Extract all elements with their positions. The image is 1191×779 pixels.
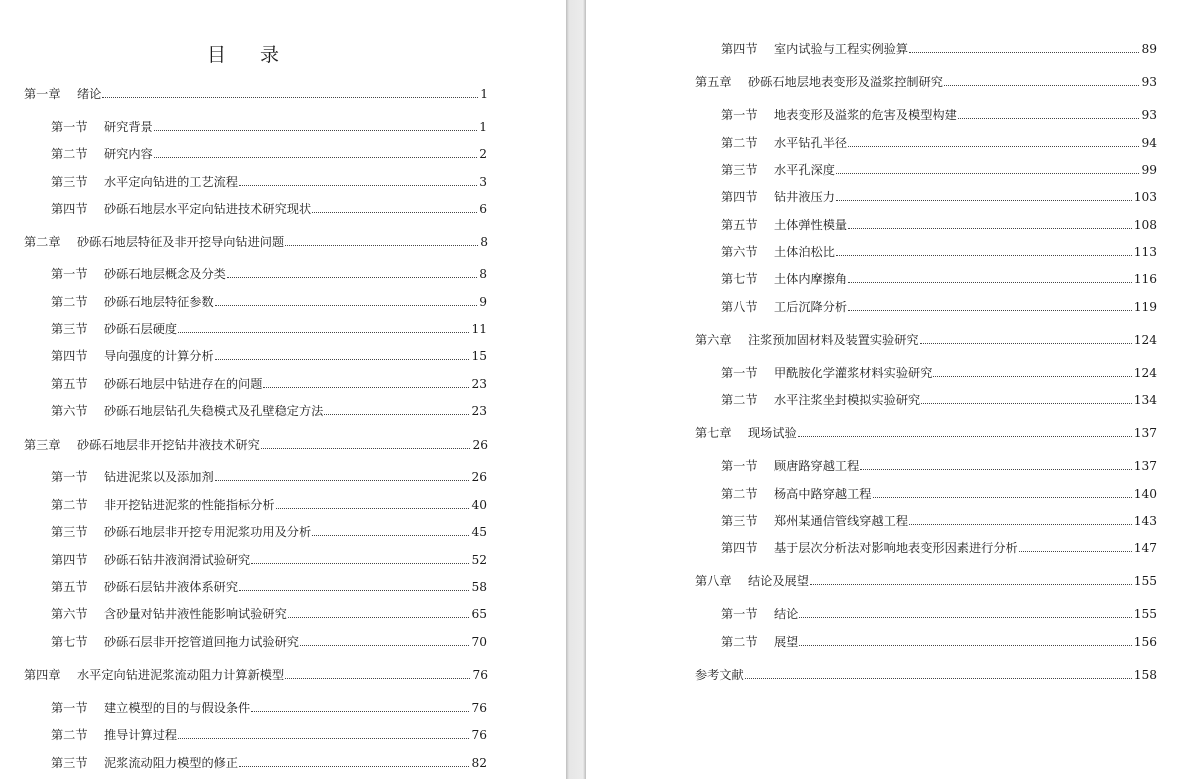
- dot-leader: [288, 617, 470, 618]
- chapter-number: 第一章: [24, 87, 61, 101]
- dot-leader: [178, 332, 469, 333]
- toc-section-entry[interactable]: [721, 540, 1157, 556]
- section-number: 第二节: [721, 393, 758, 407]
- page-number: 124: [1133, 333, 1157, 347]
- entry-title: 绪论: [77, 87, 102, 101]
- entry-title: 结论及展望: [748, 574, 809, 588]
- section-number: 第一节: [721, 607, 758, 621]
- section-number: 第二节: [51, 295, 88, 309]
- dot-leader: [848, 146, 1139, 147]
- page-number: 8: [480, 235, 488, 249]
- dot-leader: [909, 524, 1132, 525]
- page-number: 155: [1133, 607, 1157, 621]
- page-number: 158: [1133, 668, 1157, 682]
- page-number: 137: [1133, 459, 1157, 473]
- page-number: 76: [472, 668, 488, 682]
- page-number: 116: [1133, 272, 1157, 286]
- toc-section-entry[interactable]: [721, 41, 1157, 57]
- page-number: 11: [471, 322, 487, 336]
- toc-section-entry[interactable]: [721, 486, 1157, 502]
- dot-leader: [154, 130, 477, 131]
- page-number: 23: [471, 404, 487, 418]
- dot-leader: [251, 563, 469, 564]
- entry-title: 工后沉降分析: [774, 300, 848, 314]
- section-number: 第六节: [721, 245, 758, 259]
- toc-chapter-entry[interactable]: [24, 86, 488, 102]
- entry-title: 建立模型的目的与假设条件: [104, 701, 251, 715]
- chapter-number: 第四章: [24, 668, 61, 682]
- page-number: 103: [1133, 190, 1157, 204]
- page-number: 147: [1133, 541, 1157, 555]
- page-number: 119: [1133, 300, 1157, 314]
- toc-section-entry[interactable]: [721, 392, 1157, 408]
- dot-leader: [263, 387, 469, 388]
- entry-title: 砂砾石地层地表变形及溢浆控制研究: [748, 75, 943, 89]
- dot-leader: [810, 584, 1132, 585]
- entry-title: 室内试验与工程实例验算: [774, 42, 909, 56]
- entry-title: 钻进泥浆以及添加剂: [104, 470, 214, 484]
- entry-title: 砂砾石地层概念及分类: [104, 267, 226, 281]
- dot-leader: [324, 414, 469, 415]
- toc-section-entry[interactable]: [51, 755, 487, 771]
- entry-title: 土体内摩擦角: [774, 272, 848, 286]
- section-number: 第六节: [51, 607, 88, 621]
- entry-title: 水平孔深度: [774, 163, 835, 177]
- toc-section-entry[interactable]: [51, 497, 487, 513]
- toc-section-entry[interactable]: [721, 513, 1157, 529]
- section-number: 第五节: [51, 377, 88, 391]
- page-number: 99: [1141, 163, 1157, 177]
- dot-leader: [178, 738, 469, 739]
- section-number: 第三节: [51, 175, 88, 189]
- section-number: 第一节: [721, 459, 758, 473]
- dot-leader: [215, 305, 478, 306]
- right-page: [586, 0, 1191, 779]
- entry-title: 砂砾石地层钻孔失稳模式及孔壁稳定方法: [104, 404, 324, 418]
- entry-title: 水平定向钻进泥浆流动阻力计算新模型: [77, 668, 285, 682]
- section-number: 第二节: [721, 136, 758, 150]
- entry-title: 顾唐路穿越工程: [774, 459, 860, 473]
- dot-leader: [909, 52, 1139, 53]
- entry-title: 注浆预加固材料及装置实验研究: [748, 333, 919, 347]
- toc-section-entry[interactable]: [721, 271, 1157, 287]
- toc-section-entry[interactable]: [51, 524, 487, 540]
- section-number: 第七节: [721, 272, 758, 286]
- dot-leader: [239, 766, 469, 767]
- page-number: 58: [471, 580, 487, 594]
- section-number: 第四节: [721, 42, 758, 56]
- entry-title: 非开挖钻进泥浆的性能指标分析: [104, 498, 275, 512]
- dot-leader: [921, 403, 1131, 404]
- section-number: 第四节: [51, 553, 88, 567]
- entry-title: 地表变形及溢浆的危害及模型构建: [774, 108, 957, 122]
- dot-leader: [798, 436, 1132, 437]
- section-number: 第七节: [51, 635, 88, 649]
- entry-title: 泥浆流动阻力模型的修正: [104, 756, 239, 770]
- entry-title: 结论: [774, 607, 799, 621]
- toc-section-entry[interactable]: [51, 634, 487, 650]
- page-number: 143: [1133, 514, 1157, 528]
- page-number: 1: [479, 120, 487, 134]
- section-number: 第六节: [51, 404, 88, 418]
- dot-leader: [300, 645, 469, 646]
- section-number: 第五节: [721, 218, 758, 232]
- page-number: 137: [1133, 426, 1157, 440]
- chapter-number: 第五章: [695, 75, 732, 89]
- dot-leader: [227, 277, 477, 278]
- page-number: 70: [471, 635, 487, 649]
- entry-title: 参考文献: [695, 668, 744, 682]
- section-number: 第三节: [51, 756, 88, 770]
- toc-chapter-entry[interactable]: [695, 573, 1157, 589]
- entry-title: 基于层次分析法对影响地表变形因素进行分析: [774, 541, 1018, 555]
- toc-section-entry[interactable]: [51, 266, 487, 282]
- toc-section-entry[interactable]: [51, 119, 487, 135]
- toc-section-entry[interactable]: [51, 552, 487, 568]
- entry-title: 钻井液压力: [774, 190, 835, 204]
- page-number: 93: [1141, 108, 1157, 122]
- page-number: 1: [480, 87, 488, 101]
- dot-leader: [312, 212, 477, 213]
- dot-leader: [215, 480, 470, 481]
- dot-leader: [873, 497, 1132, 498]
- toc-chapter-entry[interactable]: [695, 332, 1157, 348]
- toc-title: 目 录: [206, 44, 294, 66]
- dot-leader: [836, 255, 1132, 256]
- chapter-number: 第六章: [695, 333, 732, 347]
- page-number: 2: [479, 147, 487, 161]
- dot-leader: [799, 645, 1131, 646]
- dot-leader: [215, 359, 470, 360]
- toc-section-entry[interactable]: [721, 107, 1157, 123]
- dot-leader: [848, 310, 1132, 311]
- section-number: 第二节: [51, 498, 88, 512]
- entry-title: 砂砾石地层中钻进存在的问题: [104, 377, 263, 391]
- section-number: 第一节: [721, 366, 758, 380]
- dot-leader: [1019, 551, 1132, 552]
- page-number: 156: [1133, 635, 1157, 649]
- dot-leader: [944, 85, 1139, 86]
- section-number: 第三节: [721, 163, 758, 177]
- toc-section-entry[interactable]: [721, 244, 1157, 260]
- page-number: 82: [471, 756, 487, 770]
- page-number: 113: [1133, 245, 1157, 259]
- page-number: 40: [471, 498, 487, 512]
- section-number: 第一节: [51, 267, 88, 281]
- section-number: 第四节: [721, 541, 758, 555]
- toc-section-entry[interactable]: [51, 294, 487, 310]
- toc-section-entry[interactable]: [721, 458, 1157, 474]
- dot-leader: [312, 535, 469, 536]
- dot-leader: [239, 185, 477, 186]
- section-number: 第一节: [51, 701, 88, 715]
- section-number: 第八节: [721, 300, 758, 314]
- page-number: 26: [471, 470, 487, 484]
- entry-title: 砂砾石地层非开挖专用泥浆功用及分析: [104, 525, 312, 539]
- page-number: 65: [471, 607, 487, 621]
- toc-chapter-entry[interactable]: [695, 425, 1157, 441]
- toc-chapter-entry[interactable]: [24, 437, 488, 453]
- entry-title: 郑州某通信管线穿越工程: [774, 514, 909, 528]
- page-number: 108: [1133, 218, 1157, 232]
- toc-section-entry[interactable]: [721, 365, 1157, 381]
- page-number: 94: [1141, 136, 1157, 150]
- dot-leader: [285, 245, 478, 246]
- dot-leader: [836, 173, 1140, 174]
- dot-leader: [848, 228, 1132, 229]
- dot-leader: [836, 200, 1132, 201]
- dot-leader: [251, 711, 469, 712]
- page-number: 76: [471, 728, 487, 742]
- entry-title: 砂砾石地层水平定向钻进技术研究现状: [104, 202, 312, 216]
- dot-leader: [933, 376, 1131, 377]
- page-number: 8: [479, 267, 487, 281]
- page-number: 3: [479, 175, 487, 189]
- section-number: 第四节: [721, 190, 758, 204]
- section-number: 第一节: [51, 470, 88, 484]
- entry-title: 水平注浆坐封模拟实验研究: [774, 393, 921, 407]
- section-number: 第四节: [51, 202, 88, 216]
- left-page: [0, 0, 566, 779]
- entry-title: 水平钻孔半径: [774, 136, 848, 150]
- page-number: 52: [471, 553, 487, 567]
- toc-chapter-entry[interactable]: [24, 234, 488, 250]
- toc-chapter-entry[interactable]: [24, 667, 488, 683]
- page-number: 45: [471, 525, 487, 539]
- entry-title: 水平定向钻进的工艺流程: [104, 175, 239, 189]
- toc-section-entry[interactable]: [721, 299, 1157, 315]
- section-number: 第一节: [721, 108, 758, 122]
- toc-section-entry[interactable]: [51, 469, 487, 485]
- section-number: 第二节: [51, 147, 88, 161]
- section-number: 第二节: [721, 487, 758, 501]
- entry-title: 杨高中路穿越工程: [774, 487, 872, 501]
- toc-section-entry[interactable]: [721, 135, 1157, 151]
- toc-section-entry[interactable]: [51, 376, 487, 392]
- entry-title: 砂砾石层非开挖管道回拖力试验研究: [104, 635, 299, 649]
- entry-title: 含砂量对钻井液性能影响试验研究: [104, 607, 287, 621]
- page-number: 93: [1141, 75, 1157, 89]
- entry-title: 砂砾石层钻井液体系研究: [104, 580, 239, 594]
- section-number: 第一节: [51, 120, 88, 134]
- page-number: 140: [1133, 487, 1157, 501]
- toc-chapter-entry[interactable]: [695, 74, 1157, 90]
- chapter-number: 第八章: [695, 574, 732, 588]
- page-gutter: [566, 0, 586, 779]
- dot-leader: [276, 508, 470, 509]
- page-number: 15: [471, 349, 487, 363]
- toc-section-entry[interactable]: [51, 321, 487, 337]
- toc-section-entry[interactable]: [721, 162, 1157, 178]
- page-number: 134: [1133, 393, 1157, 407]
- page-number: 76: [471, 701, 487, 715]
- dot-leader: [239, 590, 469, 591]
- toc-references-entry[interactable]: [695, 667, 1157, 683]
- dot-leader: [920, 343, 1132, 344]
- section-number: 第四节: [51, 349, 88, 363]
- entry-title: 土体弹性模量: [774, 218, 848, 232]
- dot-leader: [848, 282, 1132, 283]
- page-number: 26: [472, 438, 488, 452]
- dot-leader: [285, 678, 470, 679]
- toc-section-entry[interactable]: [51, 174, 487, 190]
- page-number: 89: [1141, 42, 1157, 56]
- entry-title: 展望: [774, 635, 799, 649]
- section-number: 第三节: [51, 322, 88, 336]
- section-number: 第五节: [51, 580, 88, 594]
- page-number: 23: [471, 377, 487, 391]
- toc-section-entry[interactable]: [51, 403, 487, 419]
- entry-title: 推导计算过程: [104, 728, 178, 742]
- dot-leader: [745, 678, 1132, 679]
- dot-leader: [102, 97, 478, 98]
- entry-title: 甲酰胺化学灌浆材料实验研究: [774, 366, 933, 380]
- toc-section-entry[interactable]: [51, 348, 487, 364]
- toc-section-entry[interactable]: [721, 189, 1157, 205]
- toc-section-entry[interactable]: [51, 727, 487, 743]
- toc-section-entry[interactable]: [51, 146, 487, 162]
- dot-leader: [860, 469, 1131, 470]
- dot-leader: [958, 118, 1140, 119]
- toc-section-entry[interactable]: [51, 201, 487, 217]
- page-number: 6: [479, 202, 487, 216]
- entry-title: 土体泊松比: [774, 245, 835, 259]
- toc-section-entry[interactable]: [721, 217, 1157, 233]
- dot-leader: [154, 157, 477, 158]
- section-number: 第二节: [721, 635, 758, 649]
- entry-title: 导向强度的计算分析: [104, 349, 214, 363]
- dot-leader: [799, 617, 1131, 618]
- section-number: 第三节: [721, 514, 758, 528]
- section-number: 第三节: [51, 525, 88, 539]
- entry-title: 砂砾石地层特征参数: [104, 295, 214, 309]
- toc-section-entry[interactable]: [51, 606, 487, 622]
- dot-leader: [261, 448, 471, 449]
- entry-title: 研究内容: [104, 147, 153, 161]
- chapter-number: 第七章: [695, 426, 732, 440]
- section-number: 第二节: [51, 728, 88, 742]
- entry-title: 现场试验: [748, 426, 797, 440]
- chapter-number: 第三章: [24, 438, 61, 452]
- page-number: 124: [1133, 366, 1157, 380]
- entry-title: 砂砾石地层特征及非开挖导向钻进问题: [77, 235, 285, 249]
- entry-title: 研究背景: [104, 120, 153, 134]
- entry-title: 砂砾石钻井液润滑试验研究: [104, 553, 251, 567]
- page-number: 155: [1133, 574, 1157, 588]
- toc-section-entry[interactable]: [51, 700, 487, 716]
- entry-title: 砂砾石地层非开挖钻井液技术研究: [77, 438, 260, 452]
- entry-title: 砂砾石层硬度: [104, 322, 178, 336]
- toc-section-entry[interactable]: [721, 606, 1157, 622]
- toc-section-entry[interactable]: [51, 579, 487, 595]
- page-number: 9: [479, 295, 487, 309]
- toc-section-entry[interactable]: [721, 634, 1157, 650]
- chapter-number: 第二章: [24, 235, 61, 249]
